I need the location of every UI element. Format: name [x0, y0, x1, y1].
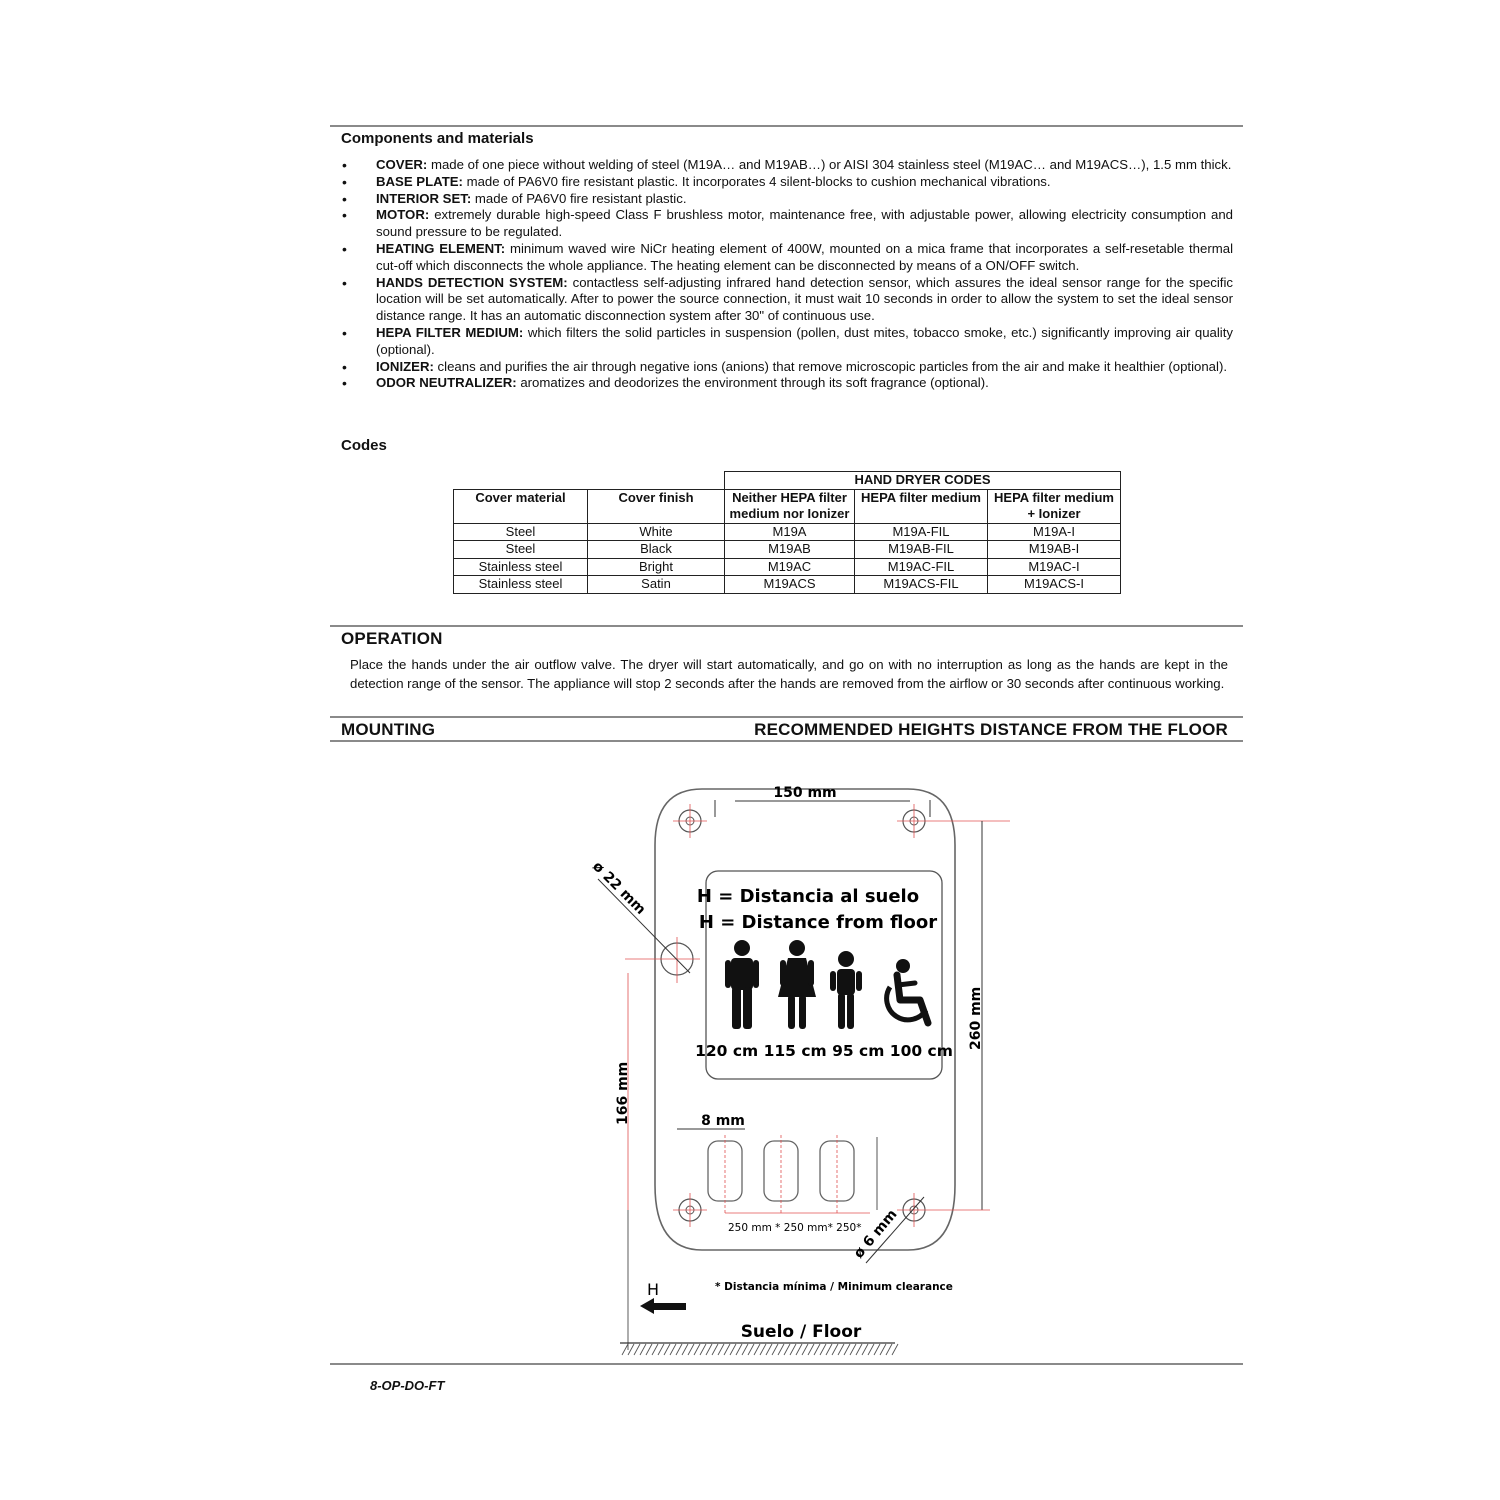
table-header: Cover material: [454, 489, 588, 523]
woman-icon: [778, 940, 816, 1029]
mount-hole-top-right: [897, 804, 1010, 838]
operation-heading: OPERATION: [341, 629, 443, 648]
floor-label: Suelo / Floor: [740, 1322, 862, 1342]
wheelchair-icon: [887, 959, 928, 1023]
dim-166-label: 166 mm: [615, 1061, 631, 1125]
dim-150-label: 150 mm: [773, 785, 837, 801]
mounting-heights-heading: RECOMMENDED HEIGHTS DISTANCE FROM THE FLOOR: [754, 720, 1228, 739]
table-header: Cover finish: [588, 489, 725, 523]
table-cell: M19ACS-FIL: [855, 576, 988, 594]
man-icon: [725, 940, 759, 1029]
list-item: • ODOR NEUTRALIZER: aromatizes and deodorizes the environment through its soft fragrance (optional).: [330, 375, 1233, 392]
list-item: • HEATING ELEMENT: minimum waved wire NiCr heating element of 400W, mounted on a mica frame that incorporates a self-resetable thermal cut-off which disconnects the whole appliance. The heating element can be disconnected by means of a ON/OFF switch.: [330, 241, 1233, 275]
list-item: • INTERIOR SET: made of PA6V0 fire resistant plastic.: [330, 191, 1233, 208]
table-cell: M19ACS-I: [988, 576, 1121, 594]
table-cell: Steel: [454, 541, 588, 559]
table-cell: M19AC-I: [988, 558, 1121, 576]
table-cell: M19ACS: [725, 576, 855, 594]
mount-hole-top-left: [673, 804, 707, 838]
table-group-header: HAND DRYER CODES: [725, 472, 1121, 490]
table-cell: Satin: [588, 576, 725, 594]
mounting-diagram: [330, 125, 1243, 1365]
table-cell: M19AB-FIL: [855, 541, 988, 559]
label-english: H = Distance from floor: [698, 912, 938, 933]
arrow-left-icon: [640, 1298, 686, 1314]
dim-8-label: 8 mm: [701, 1113, 745, 1129]
list-item: • BASE PLATE: made of PA6V0 fire resistant plastic. It incorporates 4 silent-blocks to cushion mechanical vibrations.: [330, 174, 1233, 191]
table-cell: M19AB: [725, 541, 855, 559]
table-header: HEPA filter medium: [855, 489, 988, 523]
dim-260-label: 260 mm: [968, 986, 984, 1050]
codes-heading: Codes: [341, 437, 387, 454]
dim-6-label: ø 6 mm: [850, 1206, 901, 1262]
floor-hatch: [620, 1343, 898, 1355]
table-cell: White: [588, 523, 725, 541]
table-cell: M19A-FIL: [855, 523, 988, 541]
dim-22-label: ø 22 mm: [589, 858, 649, 918]
table-cell: M19AC-FIL: [855, 558, 988, 576]
heights-label: 120 cm 115 cm 95 cm 100 cm: [695, 1042, 953, 1060]
table-cell: M19A: [725, 523, 855, 541]
table-cell: Stainless steel: [454, 558, 588, 576]
list-item: • HANDS DETECTION SYSTEM: contactless self-adjusting infrared hand detection sensor, which assures the ideal sensor range for the specific location will be set automatically. After to power the source connection, it must wait 10 seconds in order to allow the system to set the ideal sensor distance range. It has an automatic disconnection system after 30" of continuous use.: [330, 275, 1233, 325]
table-cell: M19A-I: [988, 523, 1121, 541]
child-icon: [830, 951, 862, 1029]
mounting-heading: MOUNTING: [341, 720, 436, 739]
table-cell: Steel: [454, 523, 588, 541]
table-cell: Bright: [588, 558, 725, 576]
list-item: • COVER: made of one piece without welding of steel (M19A… and M19AB…) or AISI 304 stainless steel (M19AC… and M19ACS…), 1.5 mm thick.: [330, 157, 1233, 174]
list-item: • HEPA FILTER MEDIUM: which filters the solid particles in suspension (pollen, dust mites, tobacco smoke, etc.) significantly improving air quality (optional).: [330, 325, 1233, 359]
list-item: • IONIZER: cleans and purifies the air through negative ions (anions) that remove microscopic particles from the air and make it healthier (optional).: [330, 359, 1233, 376]
table-header: HEPA filter medium + Ionizer: [988, 489, 1121, 523]
table-cell: Black: [588, 541, 725, 559]
operation-text: Place the hands under the air outflow valve. The dryer will start automatically, and go on with no interruption as long as the hands are kept in the detection range of the sensor. The appliance will stop 2 seconds after the hands are removed from the airflow or 30 seconds after continuous working.: [350, 657, 1228, 691]
list-item: • MOTOR: extremely durable high-speed Class F brushless motor, maintenance free, with adjustable power, allowing electricity consumption and sound pressure to be regulated.: [330, 207, 1233, 241]
h-label: H: [647, 1280, 660, 1299]
bottom-dims-label: 250 mm * 250 mm* 250*: [728, 1222, 862, 1234]
cable-hole: [598, 879, 700, 983]
table-cell: Stainless steel: [454, 576, 588, 594]
table-cell: M19AC: [725, 558, 855, 576]
table-header: Neither HEPA filter medium nor Ionizer: [725, 489, 855, 523]
mount-hole-bottom-left: [673, 1193, 707, 1227]
components-heading: Components and materials: [341, 130, 534, 147]
clearance-note: * Distancia mínima / Minimum clearance: [715, 1281, 953, 1293]
label-spanish: H = Distancia al suelo: [696, 886, 920, 907]
footer-code: 8-OP-DO-FT: [370, 1378, 445, 1393]
table-cell: M19AB-I: [988, 541, 1121, 559]
footer-rule: [330, 1363, 1243, 1365]
